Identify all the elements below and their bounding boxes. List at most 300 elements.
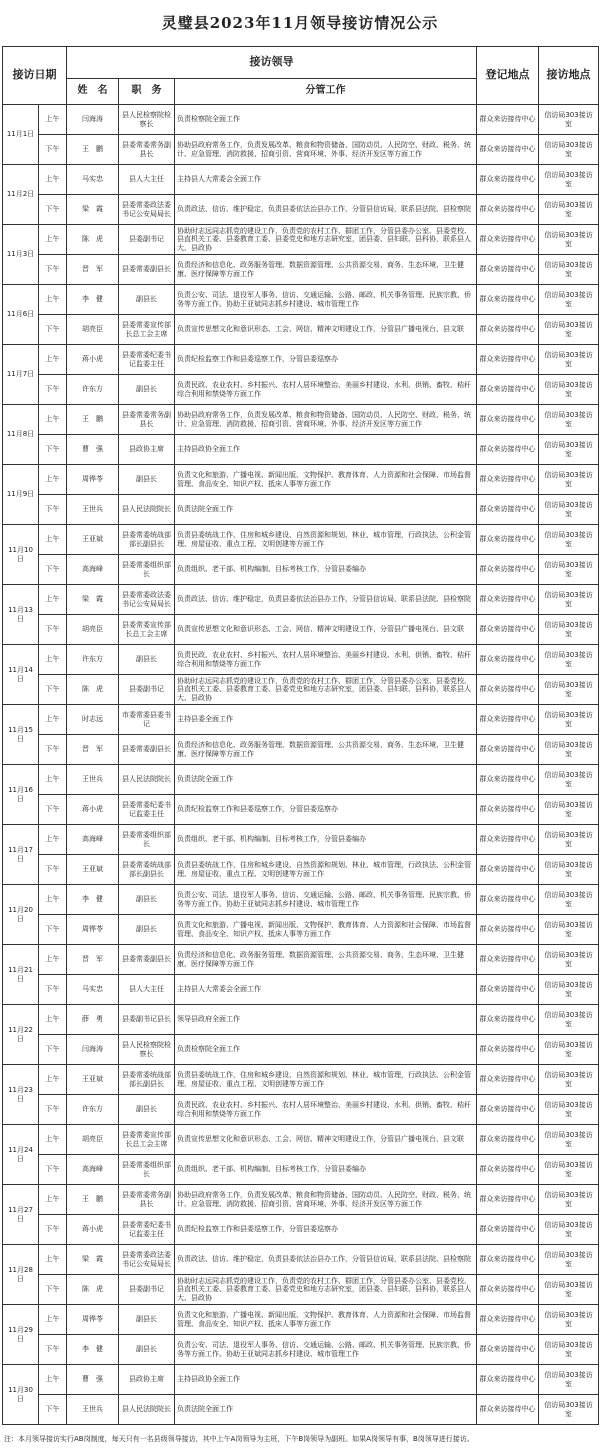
leader-duty: 负责政法、信访、维护稳定，负责县委依法治县办工作，分管县信访局，联系县法院、县检察院	[175, 1245, 477, 1275]
interview-date: 11月16日	[3, 765, 39, 825]
day-half: 上午	[39, 285, 67, 315]
table-row	[3, 585, 599, 615]
day-half: 下午	[39, 915, 67, 945]
leader-duty: 负责法院全面工作	[175, 765, 477, 795]
registration-location: 群众来访接待中心	[477, 1125, 539, 1155]
leader-title: 副县长	[119, 915, 175, 945]
registration-location: 群众来访接待中心	[477, 255, 539, 285]
day-half: 上午	[39, 1065, 67, 1095]
leader-title: 市委常委县委书记	[119, 705, 175, 735]
interview-date: 11月10日	[3, 525, 39, 585]
leader-duty: 负责公安、司法、退役军人事务、信访、交通运输、公路、邮政、机关事务管理、民族宗教、侨务等方面工作。协助王亚斌同志抓乡村建设、城市管理工作	[175, 1335, 477, 1365]
leader-title: 县委常委副县长	[119, 945, 175, 975]
leader-name: 闫海涛	[67, 105, 119, 135]
table-row	[3, 885, 599, 915]
registration-location: 群众来访接待中心	[477, 1335, 539, 1365]
registration-location: 群众来访接待中心	[477, 705, 539, 735]
visit-location: 信访局303接访室	[539, 525, 599, 555]
table-row	[3, 135, 599, 165]
leader-name: 王 鹏	[67, 1185, 119, 1215]
schedule-table	[2, 46, 599, 1425]
day-half: 上午	[39, 705, 67, 735]
day-half: 下午	[39, 315, 67, 345]
visit-location: 信访局303接访室	[539, 585, 599, 615]
leader-title: 副县长	[119, 1335, 175, 1365]
day-half: 上午	[39, 645, 67, 675]
day-half: 上午	[39, 1005, 67, 1035]
visit-location: 信访局303接访室	[539, 1215, 599, 1245]
leader-name: 晋 军	[67, 255, 119, 285]
leader-title: 县委常委政法委书记公安局局长	[119, 195, 175, 225]
registration-location: 群众来访接待中心	[477, 495, 539, 525]
leader-title: 县人民法院院长	[119, 495, 175, 525]
day-half: 下午	[39, 375, 67, 405]
registration-location: 群众来访接待中心	[477, 285, 539, 315]
page-title: 灵璧县2023年11月领导接访情况公示	[161, 14, 439, 32]
day-half: 上午	[39, 345, 67, 375]
table-row	[3, 1305, 599, 1335]
table-row	[3, 285, 599, 315]
table-row	[3, 705, 599, 735]
leader-duty: 负责政法、信访、维护稳定，负责县委依法治县办工作，分管县信访局，联系县法院、县检察院	[175, 585, 477, 615]
leader-name: 高海峰	[67, 825, 119, 855]
day-half: 下午	[39, 1095, 67, 1125]
leader-duty: 负责文化和旅游、广播电视、新闻出版、文物保护、教育体育、人力资源和社会保障、市场监督管理、食品安全、知识产权、抵床人事等方面工作	[175, 1305, 477, 1335]
visit-location: 信访局303接访室	[539, 195, 599, 225]
table-row	[3, 1335, 599, 1365]
interview-date: 11月21日	[3, 945, 39, 1005]
leader-name: 蒋小虎	[67, 1215, 119, 1245]
leader-name: 高海峰	[67, 1155, 119, 1185]
day-half: 下午	[39, 555, 67, 585]
leader-duty: 主持县政协全面工作	[175, 435, 477, 465]
interview-date: 11月3日	[3, 225, 39, 285]
leader-name: 陈 虎	[67, 1275, 119, 1305]
visit-location: 信访局303接访室	[539, 855, 599, 885]
interview-date: 11月24日	[3, 1125, 39, 1185]
visit-location: 信访局303接访室	[539, 465, 599, 495]
interview-date: 11月6日	[3, 285, 39, 345]
registration-location: 群众来访接待中心	[477, 375, 539, 405]
header-name: 姓 名	[67, 79, 119, 105]
day-half: 下午	[39, 1395, 67, 1425]
leader-title: 县委常委副县长	[119, 255, 175, 285]
leader-name: 胡亮臣	[67, 315, 119, 345]
day-half: 上午	[39, 1245, 67, 1275]
table-row	[3, 1125, 599, 1155]
table-row	[3, 1095, 599, 1125]
day-half: 上午	[39, 885, 67, 915]
registration-location: 群众来访接待中心	[477, 315, 539, 345]
leader-title: 县委常委常务副县长	[119, 405, 175, 435]
leader-title: 县委常委纪委书记监委主任	[119, 795, 175, 825]
table-row	[3, 1365, 599, 1395]
registration-location: 群众来访接待中心	[477, 405, 539, 435]
leader-duty: 协助县政府常务工作，负责发展改革、粮食和物资储备、国防动员、人民防空、财政、税务、统计、应急管理、消防救援、招商引资、营商环境、外事、经济开发区等方面工作	[175, 135, 477, 165]
table-row	[3, 195, 599, 225]
registration-location: 群众来访接待中心	[477, 435, 539, 465]
table-row	[3, 225, 599, 255]
interview-date: 11月14日	[3, 645, 39, 705]
day-half: 下午	[39, 735, 67, 765]
leader-duty: 负责经济和信息化、政务服务管理、数据资源管理、公共资源交易、商务、生态环境、卫生健康、医疗保障等方面工作	[175, 945, 477, 975]
visit-location: 信访局303接访室	[539, 615, 599, 645]
interview-date: 11月27日	[3, 1185, 39, 1245]
day-half: 下午	[39, 195, 67, 225]
leader-title: 县人民法院院长	[119, 765, 175, 795]
visit-location: 信访局303接访室	[539, 1125, 599, 1155]
registration-location: 群众来访接待中心	[477, 1155, 539, 1185]
interview-date: 11月17日	[3, 825, 39, 885]
visit-location: 信访局303接访室	[539, 555, 599, 585]
leader-duty: 负责民政、农业农村、乡村振兴、农村人居环境整治、美丽乡村建设、水利、供销、畜牧、秸秆综合利用和禁烧等方面工作	[175, 645, 477, 675]
table-row	[3, 375, 599, 405]
leader-name: 许东方	[67, 375, 119, 405]
schedule-body	[3, 105, 599, 1425]
registration-location: 群众来访接待中心	[477, 1275, 539, 1305]
day-half: 下午	[39, 615, 67, 645]
leader-title: 县人民检察院检察长	[119, 1035, 175, 1065]
leader-name: 李 健	[67, 885, 119, 915]
day-half: 下午	[39, 855, 67, 885]
leader-duty: 负责法院全面工作	[175, 1395, 477, 1425]
interview-date: 11月28日	[3, 1245, 39, 1305]
leader-title: 县委常委组织部长	[119, 825, 175, 855]
leader-duty: 负责县委统战工作，住房和城乡建设、自然资源和规划、林业、城市管理，行政执法、公积金管理、房屋征收、重点工程、文明创建等方面工作	[175, 1065, 477, 1095]
leader-title: 县委常委统战部部长副县长	[119, 525, 175, 555]
visit-location: 信访局303接访室	[539, 1335, 599, 1365]
leader-name: 梁 霞	[67, 585, 119, 615]
interview-date: 11月20日	[3, 885, 39, 945]
visit-location: 信访局303接访室	[539, 375, 599, 405]
visit-location: 信访局303接访室	[539, 885, 599, 915]
registration-location: 群众来访接待中心	[477, 195, 539, 225]
day-half: 上午	[39, 765, 67, 795]
leader-name: 李 健	[67, 1335, 119, 1365]
leader-duty: 负责纪检监察工作和县委巡察工作，分管县委巡察办	[175, 345, 477, 375]
registration-location: 群众来访接待中心	[477, 855, 539, 885]
day-half: 下午	[39, 1155, 67, 1185]
footnote: 注：本月领导接访实行AB岗制度，每天只有一名县级领导接访，其中上午A岗领导为主班，下午B岗领导为副班。如果A岗领导有事，B岗领导进行接访。	[4, 1435, 474, 1443]
day-half: 上午	[39, 585, 67, 615]
leader-title: 县委副书记	[119, 675, 175, 705]
leader-name: 梁 霞	[67, 1245, 119, 1275]
leader-duty: 负责文化和旅游、广播电视、新闻出版、文物保护、教育体育、人力资源和社会保障、市场监督管理、食品安全、知识产权、抵床人事等方面工作	[175, 465, 477, 495]
interview-date: 11月7日	[3, 345, 39, 405]
leader-title: 县委常委组织部长	[119, 555, 175, 585]
table-row	[3, 855, 599, 885]
leader-name: 陈 虎	[67, 675, 119, 705]
leader-name: 闫海涛	[67, 1035, 119, 1065]
leader-duty: 协助时志远同志抓党的建设工作，负责党的农村工作、群团工作，分管县委办公室、县委党校、县直机关工委、县委教育工委、县委党史和地方志研究室，团县委、县妇联、县科协，联系县人大、县政协	[175, 1275, 477, 1305]
leader-duty: 负责组织、老干部、机构编制、目标考核工作，分管县委编办	[175, 555, 477, 585]
day-half: 上午	[39, 1125, 67, 1155]
leader-title: 县委常委宣传部长总工会主席	[119, 1125, 175, 1155]
day-half: 上午	[39, 1305, 67, 1335]
visit-location: 信访局303接访室	[539, 135, 599, 165]
leader-title: 县政协主席	[119, 1365, 175, 1395]
day-half: 下午	[39, 495, 67, 525]
registration-location: 群众来访接待中心	[477, 1095, 539, 1125]
table-row	[3, 645, 599, 675]
leader-duty: 负责文化和旅游、广播电视、新闻出版、文物保护、教育体育、人力资源和社会保障、市场监督管理、食品安全、知识产权、抵床人事等方面工作	[175, 915, 477, 945]
registration-location: 群众来访接待中心	[477, 1395, 539, 1425]
leader-name: 马实忠	[67, 165, 119, 195]
header-title: 职 务	[119, 79, 175, 105]
table-row	[3, 1065, 599, 1095]
visit-location: 信访局303接访室	[539, 825, 599, 855]
registration-location: 群众来访接待中心	[477, 345, 539, 375]
leader-title: 县委常委副县长	[119, 735, 175, 765]
visit-location: 信访局303接访室	[539, 495, 599, 525]
day-half: 下午	[39, 1035, 67, 1065]
interview-date: 11月22日	[3, 1005, 39, 1065]
leader-title: 副县长	[119, 285, 175, 315]
leader-name: 李 健	[67, 285, 119, 315]
leader-title: 县委常委政法委书记公安局局长	[119, 585, 175, 615]
interview-date: 11月8日	[3, 405, 39, 465]
leader-duty: 负责政法、信访、维护稳定，负责县委依法治县办工作，分管县信访局，联系县法院、县检察院	[175, 195, 477, 225]
leader-duty: 负责公安、司法、退役军人事务、信访、交通运输、公路、邮政、机关事务管理、民族宗教、侨务等方面工作。协助王亚斌同志抓乡村建设、城市管理工作	[175, 885, 477, 915]
table-row	[3, 1395, 599, 1425]
leader-name: 晋 军	[67, 945, 119, 975]
leader-name: 王世兵	[67, 495, 119, 525]
leader-title: 副县长	[119, 1305, 175, 1335]
leader-duty: 协助县政府常务工作，负责发展改革、粮食和物资储备、国防动员、人民防空、财政、税务、统计、应急管理、消防救援、招商引资、营商环境、外事、经济开发区等方面工作	[175, 405, 477, 435]
visit-location: 信访局303接访室	[539, 675, 599, 705]
leader-name: 晋 军	[67, 735, 119, 765]
leader-duty: 负责宣传思想文化和意识形态、工会、网信、精神文明建设工作，分管县广播电视台、县文联	[175, 315, 477, 345]
table-row	[3, 675, 599, 705]
header-leader: 接访领导	[67, 47, 477, 79]
registration-location: 群众来访接待中心	[477, 1305, 539, 1335]
table-row	[3, 795, 599, 825]
visit-location: 信访局303接访室	[539, 345, 599, 375]
visit-location: 信访局303接访室	[539, 1065, 599, 1095]
table-row	[3, 1155, 599, 1185]
registration-location: 群众来访接待中心	[477, 1185, 539, 1215]
leader-title: 县委常委常务副县长	[119, 1185, 175, 1215]
registration-location: 群众来访接待中心	[477, 1005, 539, 1035]
leader-title: 县委常委统战部部长副县长	[119, 1065, 175, 1095]
visit-location: 信访局303接访室	[539, 225, 599, 255]
leader-duty: 负责民政、农业农村、乡村振兴、农村人居环境整治、美丽乡村建设、水利、供销、畜牧、秸秆综合利用和禁烧等方面工作	[175, 1095, 477, 1125]
day-half: 下午	[39, 1275, 67, 1305]
interview-date: 11月30日	[3, 1365, 39, 1425]
leader-title: 县委副书记	[119, 1275, 175, 1305]
leader-name: 王亚斌	[67, 525, 119, 555]
table-row	[3, 735, 599, 765]
leader-name: 高海峰	[67, 555, 119, 585]
leader-name: 蒋小虎	[67, 345, 119, 375]
leader-name: 王世兵	[67, 1395, 119, 1425]
leader-duty: 协助时志远同志抓党的建设工作，负责党的农村工作、群团工作，分管县委办公室、县委党校、县直机关工委、县委教育工委、县委党史和地方志研究室，团县委、县妇联、县科协，联系县人大、县政协	[175, 675, 477, 705]
day-half: 上午	[39, 165, 67, 195]
leader-title: 县委常委常务副县长	[119, 135, 175, 165]
leader-duty: 主持县政协全面工作	[175, 1365, 477, 1395]
visit-location: 信访局303接访室	[539, 1155, 599, 1185]
table-row	[3, 495, 599, 525]
leader-title: 县委常委组织部长	[119, 1155, 175, 1185]
visit-location: 信访局303接访室	[539, 1095, 599, 1125]
visit-location: 信访局303接访室	[539, 285, 599, 315]
leader-title: 县人民检察院检察长	[119, 105, 175, 135]
registration-location: 群众来访接待中心	[477, 465, 539, 495]
table-row	[3, 315, 599, 345]
leader-name: 许东方	[67, 1095, 119, 1125]
leader-title: 县委常委纪委书记监委主任	[119, 345, 175, 375]
leader-name: 王世兵	[67, 765, 119, 795]
visit-location: 信访局303接访室	[539, 1005, 599, 1035]
leader-title: 县委常委宣传部长总工会主席	[119, 615, 175, 645]
header-registration-location: 登记地点	[477, 47, 539, 105]
leader-duty: 负责宣传思想文化和意识形态、工会、网信、精神文明建设工作，分管县广播电视台、县文联	[175, 1125, 477, 1155]
registration-location: 群众来访接待中心	[477, 105, 539, 135]
leader-name: 周铧苓	[67, 915, 119, 945]
visit-location: 信访局303接访室	[539, 795, 599, 825]
registration-location: 群众来访接待中心	[477, 555, 539, 585]
leader-duty: 协助县政府常务工作，负责发展改革、粮食和物资储备、国防动员、人民防空、财政、税务、统计、应急管理、消防救援、招商引资、营商环境、外事、经济开发区等方面工作	[175, 1185, 477, 1215]
table-row	[3, 825, 599, 855]
leader-title: 县委常委统战部部长副县长	[119, 855, 175, 885]
visit-location: 信访局303接访室	[539, 255, 599, 285]
leader-title: 副县长	[119, 1095, 175, 1125]
registration-location: 群众来访接待中心	[477, 1215, 539, 1245]
leader-name: 胡亮臣	[67, 1125, 119, 1155]
leader-duty: 负责组织、老干部、机构编制、目标考核工作，分管县委编办	[175, 825, 477, 855]
leader-title: 县委副书记县长	[119, 1005, 175, 1035]
leader-title: 副县长	[119, 885, 175, 915]
table-row	[3, 1035, 599, 1065]
registration-location: 群众来访接待中心	[477, 1365, 539, 1395]
visit-location: 信访局303接访室	[539, 1305, 599, 1335]
visit-location: 信访局303接访室	[539, 975, 599, 1005]
table-row	[3, 1005, 599, 1035]
visit-location: 信访局303接访室	[539, 435, 599, 465]
visit-location: 信访局303接访室	[539, 735, 599, 765]
leader-duty: 主持县人大常委会全面工作	[175, 165, 477, 195]
visit-location: 信访局303接访室	[539, 1035, 599, 1065]
day-half: 上午	[39, 825, 67, 855]
leader-title: 县人大主任	[119, 165, 175, 195]
day-half: 下午	[39, 1215, 67, 1245]
leader-name: 曹 强	[67, 435, 119, 465]
leader-name: 薛 勇	[67, 1005, 119, 1035]
registration-location: 群众来访接待中心	[477, 1065, 539, 1095]
table-row	[3, 945, 599, 975]
table-row	[3, 165, 599, 195]
interview-date: 11月2日	[3, 165, 39, 225]
leader-title: 县委常委宣传部长总工会主席	[119, 315, 175, 345]
day-half: 上午	[39, 945, 67, 975]
day-half: 上午	[39, 225, 67, 255]
leader-name: 王 鹏	[67, 135, 119, 165]
leader-name: 陈 虎	[67, 225, 119, 255]
leader-duty: 负责纪检监察工作和县委巡察工作，分管县委巡察办	[175, 1215, 477, 1245]
table-row	[3, 255, 599, 285]
leader-duty: 负责县委统战工作，住房和城乡建设、自然资源和规划、林业、城市管理，行政执法、公积金管理、房屋征收、重点工程、文明创建等方面工作	[175, 525, 477, 555]
interview-date: 11月29日	[3, 1305, 39, 1365]
registration-location: 群众来访接待中心	[477, 525, 539, 555]
leader-duty: 负责纪检监察工作和县委巡察工作，分管县委巡察办	[175, 795, 477, 825]
day-half: 下午	[39, 135, 67, 165]
registration-location: 群众来访接待中心	[477, 825, 539, 855]
visit-location: 信访局303接访室	[539, 165, 599, 195]
day-half: 下午	[39, 795, 67, 825]
registration-location: 群众来访接待中心	[477, 795, 539, 825]
visit-location: 信访局303接访室	[539, 405, 599, 435]
registration-location: 群众来访接待中心	[477, 585, 539, 615]
leader-title: 县委常委政法委书记公安局局长	[119, 1245, 175, 1275]
visit-location: 信访局303接访室	[539, 315, 599, 345]
leader-title: 县人民法院院长	[119, 1395, 175, 1425]
visit-location: 信访局303接访室	[539, 1365, 599, 1395]
interview-date: 11月1日	[3, 105, 39, 165]
leader-name: 梁 霞	[67, 195, 119, 225]
table-row	[3, 525, 599, 555]
table-row	[3, 615, 599, 645]
leader-duty: 负责检察院全面工作	[175, 1035, 477, 1065]
table-row	[3, 465, 599, 495]
registration-location: 群众来访接待中心	[477, 765, 539, 795]
visit-location: 信访局303接访室	[539, 1185, 599, 1215]
leader-duty: 协助时志远同志抓党的建设工作，负责党的农村工作、群团工作，分管县委办公室、县委党校、县直机关工委、县委教育工委、县委党史和地方志研究室，团县委、县妇联、县科协，联系县人大、县政协	[175, 225, 477, 255]
leader-duty: 负责法院全面工作	[175, 495, 477, 525]
leader-title: 县委副书记	[119, 225, 175, 255]
visit-location: 信访局303接访室	[539, 765, 599, 795]
leader-name: 蒋小虎	[67, 795, 119, 825]
leader-name: 王亚斌	[67, 855, 119, 885]
leader-duty: 负责组织、老干部、机构编制、目标考核工作，分管县委编办	[175, 1155, 477, 1185]
leader-title: 县政协主席	[119, 435, 175, 465]
leader-duty: 负责宣传思想文化和意识形态、工会、网信、精神文明建设工作，分管县广播电视台、县文联	[175, 615, 477, 645]
registration-location: 群众来访接待中心	[477, 975, 539, 1005]
registration-location: 群众来访接待中心	[477, 915, 539, 945]
day-half: 上午	[39, 465, 67, 495]
table-row	[3, 555, 599, 585]
table-row	[3, 105, 599, 135]
registration-location: 群众来访接待中心	[477, 135, 539, 165]
leader-duty: 负责检察院全面工作	[175, 105, 477, 135]
table-row	[3, 1245, 599, 1275]
registration-location: 群众来访接待中心	[477, 615, 539, 645]
registration-location: 群众来访接待中心	[477, 945, 539, 975]
leader-duty: 领导县政府全面工作	[175, 1005, 477, 1035]
leader-name: 许东方	[67, 645, 119, 675]
leader-duty: 负责经济和信息化、政务服务管理、数据资源管理、公共资源交易、商务、生态环境、卫生健康、医疗保障等方面工作	[175, 735, 477, 765]
registration-location: 群众来访接待中心	[477, 1035, 539, 1065]
day-half: 上午	[39, 105, 67, 135]
leader-name: 王亚斌	[67, 1065, 119, 1095]
registration-location: 群众来访接待中心	[477, 225, 539, 255]
visit-location: 信访局303接访室	[539, 645, 599, 675]
day-half: 上午	[39, 1365, 67, 1395]
day-half: 上午	[39, 1185, 67, 1215]
day-half: 下午	[39, 435, 67, 465]
day-half: 上午	[39, 525, 67, 555]
visit-location: 信访局303接访室	[539, 1395, 599, 1425]
leader-name: 时志远	[67, 705, 119, 735]
visit-location: 信访局303接访室	[539, 915, 599, 945]
registration-location: 群众来访接待中心	[477, 675, 539, 705]
registration-location: 群众来访接待中心	[477, 1245, 539, 1275]
visit-location: 信访局303接访室	[539, 105, 599, 135]
interview-date: 11月9日	[3, 465, 39, 525]
leader-title: 县人大主任	[119, 975, 175, 1005]
leader-duty: 主持县人大常委会全面工作	[175, 975, 477, 1005]
table-row	[3, 1185, 599, 1215]
table-row	[3, 405, 599, 435]
